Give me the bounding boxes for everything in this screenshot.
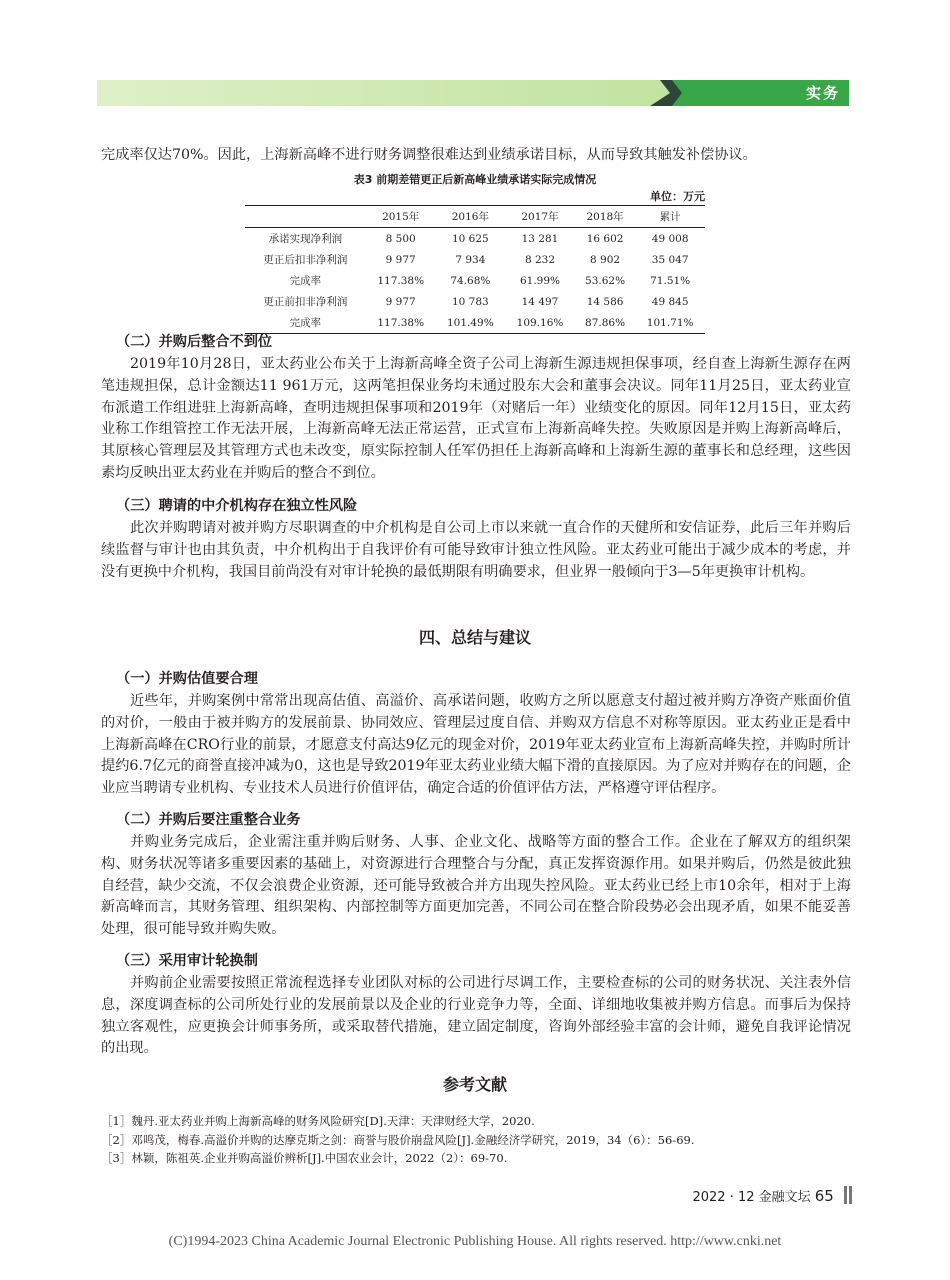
table-cell: 74.68% bbox=[450, 274, 491, 287]
table-cell: 7 934 bbox=[455, 253, 486, 266]
table-unit: 单位：万元 bbox=[650, 190, 705, 203]
footer-bars bbox=[844, 1186, 852, 1204]
table-row bbox=[245, 291, 705, 312]
table-cell: 8 232 bbox=[524, 253, 556, 266]
table-row bbox=[245, 249, 705, 270]
table-cell: 完成率 bbox=[289, 317, 322, 329]
table-header-row bbox=[245, 206, 705, 228]
table-cell: 更正后扣非净利润 bbox=[263, 254, 348, 266]
table-header-cell: 2017年 bbox=[505, 206, 575, 228]
table-cell: 109.16% bbox=[516, 316, 564, 329]
table-caption: 表3 前期差错更正后新高峰业绩承诺实际完成情况 bbox=[353, 173, 597, 186]
table-cell: 9 977 bbox=[385, 253, 416, 266]
subheading-valuation: （一）并购估值要合理 bbox=[116, 671, 258, 687]
journal-issue: 2022 · 12 金融文坛 bbox=[692, 1190, 811, 1205]
table-cell: 87.86% bbox=[585, 316, 626, 329]
table-row bbox=[245, 312, 705, 334]
subheading-integration: （二）并购后整合不到位 bbox=[116, 334, 273, 350]
table-cell: 16 602 bbox=[586, 232, 624, 245]
page-footer bbox=[680, 1186, 852, 1205]
table-cell: 10 625 bbox=[451, 232, 489, 245]
reference-item: ［3］林颖，陈祖英.企业并购高溢价辨析[J].中国农业会计，2022（2）：69-70. bbox=[101, 1151, 508, 1165]
paragraph-independence: 此次并购聘请对被并购方尽职调查的中介机构是自公司上市以来就一直合作的天健所和安信证券，此后三年并购后续监督与审计也由其负责，中介机构出于自我评价有可能导致审计独立性风险。亚太药业可能出于减少成本的考虑，并没有更换中介机构，我国目前尚没有对审计轮换的最低期限有明确要求，但业界一般倾向于3—5年更换审计机构。 bbox=[101, 520, 851, 580]
table-row bbox=[245, 270, 705, 291]
table-cell: 8 500 bbox=[385, 232, 416, 245]
subheading-post-merger: （二）并购后要注重整合业务 bbox=[116, 812, 301, 828]
subheading-independence: （三）聘请的中介机构存在独立性风险 bbox=[116, 498, 358, 514]
paragraph-valuation: 近些年，并购案例中常常出现高估值、高溢价、高承诺问题，收购方之所以愿意支付超过被并购方净资产账面价值的对价，一般由于被并购方的发展前景、协同效应、管理层过度自信、并购双方信息不对称等原因。亚太药业正是看中上海新高峰在CRO行业的前景，才愿意支付高达9亿元的现金对价，2019年亚太药业宣布上海新高峰失控，并购时所计提约6.7亿元的商誉直接冲减为0，这也是导致2019年亚太药业业绩大幅下滑的直接原因。为了应对并购存在的问题，企业应当聘请专业机构、专业技术人员进行价值评估，确定合适的价值评估方法，严格遵守评估程序。 bbox=[101, 693, 851, 797]
table-cell: 8 902 bbox=[590, 253, 621, 266]
table-header-cell: 2015年 bbox=[366, 206, 436, 228]
table-cell: 10 783 bbox=[451, 295, 489, 308]
table-cell: 101.71% bbox=[646, 316, 694, 329]
page-number: 65 bbox=[814, 1187, 834, 1205]
results-table bbox=[245, 205, 705, 334]
table-cell: 117.38% bbox=[377, 274, 425, 287]
references-list bbox=[101, 1112, 851, 1168]
table-cell: 14 497 bbox=[521, 295, 559, 308]
intro-paragraph: 完成率仅达70%。因此，上海新高峰不进行财务调整很难达到业绩承诺目标，从而导致其触发补偿协议。 bbox=[101, 147, 757, 163]
paragraph-audit-rotation: 并购前企业需要按照正常流程选择专业团队对标的公司进行尽调工作，主要检查标的公司的财务状况、关注表外信息，深度调查标的公司所处行业的发展前景以及企业的行业竞争力等，全面、详细地收集被并购方信息。而事后为保持独立客观性，应更换会计师事务所，或采取替代措施，建立固定制度，咨询外部经验丰富的会计师，避免自我评论情况的出现。 bbox=[101, 975, 851, 1057]
table-header-cell: 2016年 bbox=[436, 206, 506, 228]
table-cell: 117.38% bbox=[377, 316, 425, 329]
table-cell: 14 586 bbox=[586, 295, 624, 308]
reference-item: ［1］魏丹.亚太药业并购上海新高峰的财务风险研究[D].天津：天津财经大学，2020. bbox=[101, 1114, 535, 1128]
table-row bbox=[245, 228, 705, 250]
table-cell: 完成率 bbox=[289, 275, 322, 287]
table-cell: 承诺实现净利润 bbox=[268, 233, 343, 245]
table-cell: 49 845 bbox=[651, 295, 689, 308]
table-cell: 101.49% bbox=[446, 316, 494, 329]
table-cell: 71.51% bbox=[650, 274, 691, 287]
copyright-notice: (C)1994-2023 China Academic Journal Electronic Publishing House. All rights reserved. http://www.cnki.net bbox=[168, 1234, 782, 1249]
table-header-cell bbox=[245, 206, 366, 228]
reference-item: ［2］邓鸣茂，梅春.高溢价并购的达摩克斯之剑：商誉与股价崩盘风险[J].金融经济学研究，2019，34（6）：56-69. bbox=[101, 1132, 695, 1147]
paragraph-integration: 2019年10月28日，亚太药业公布关于上海新高峰全资子公司上海新生源违规担保事项，经自查上海新生源存在两笔违规担保，总计金额达11 961万元，这两笔担保业务均未通过股东大会和董事会决议。同年11月25日，亚太药业宣布派遣工作组进驻上海新高峰，查明违规担保事项和2019年（对赌后一年）业绩变化的原因。同年12月15日，亚太药业称工作组管控工作无法开展，上海新高峰无法正常运营，正式宣布上海新高峰失控。失败原因是并购上海新高峰后，其原核心管理层及其管理方式也未改变，原实际控制人任军仍担任上海新高峰和上海新生源的董事长和总经理，这些因素均反映出亚太药业在并购后的整合不到位。 bbox=[101, 356, 851, 481]
table-cell: 13 281 bbox=[521, 232, 559, 245]
table-cell: 更正前扣非净利润 bbox=[263, 296, 348, 308]
table-cell: 35 047 bbox=[651, 253, 689, 266]
section-title: 四、总结与建议 bbox=[418, 628, 531, 647]
table-cell: 53.62% bbox=[585, 274, 626, 287]
paragraph-post-merger: 并购业务完成后，企业需注重并购后财务、人事、企业文化、战略等方面的整合工作。企业在了解双方的组织架构、财务状况等诸多重要因素的基础上，对资源进行合理整合与分配，真正发挥资源作用。如果并购后，仍然是彼此独自经营，缺少交流，不仅会浪费企业资源，还可能导致被合并方出现失控风险。亚太药业已经上市10余年，相对于上海新高峰而言，其财务管理、组织架构、内部控制等方面更加完善，不同公司在整合阶段势必会出现矛盾，如果不能妥善处理，很可能导致并购失败。 bbox=[101, 834, 851, 938]
subheading-audit-rotation: （三）采用审计轮换制 bbox=[116, 953, 258, 969]
table-cell: 49 008 bbox=[651, 232, 689, 245]
table-cell: 9 977 bbox=[385, 295, 416, 308]
table-header-cell: 累计 bbox=[635, 206, 705, 228]
table-header-cell: 2018年 bbox=[575, 206, 635, 228]
table-cell: 61.99% bbox=[519, 274, 561, 287]
section-label: 实务 bbox=[805, 84, 840, 102]
references-title: 参考文献 bbox=[442, 1075, 507, 1094]
